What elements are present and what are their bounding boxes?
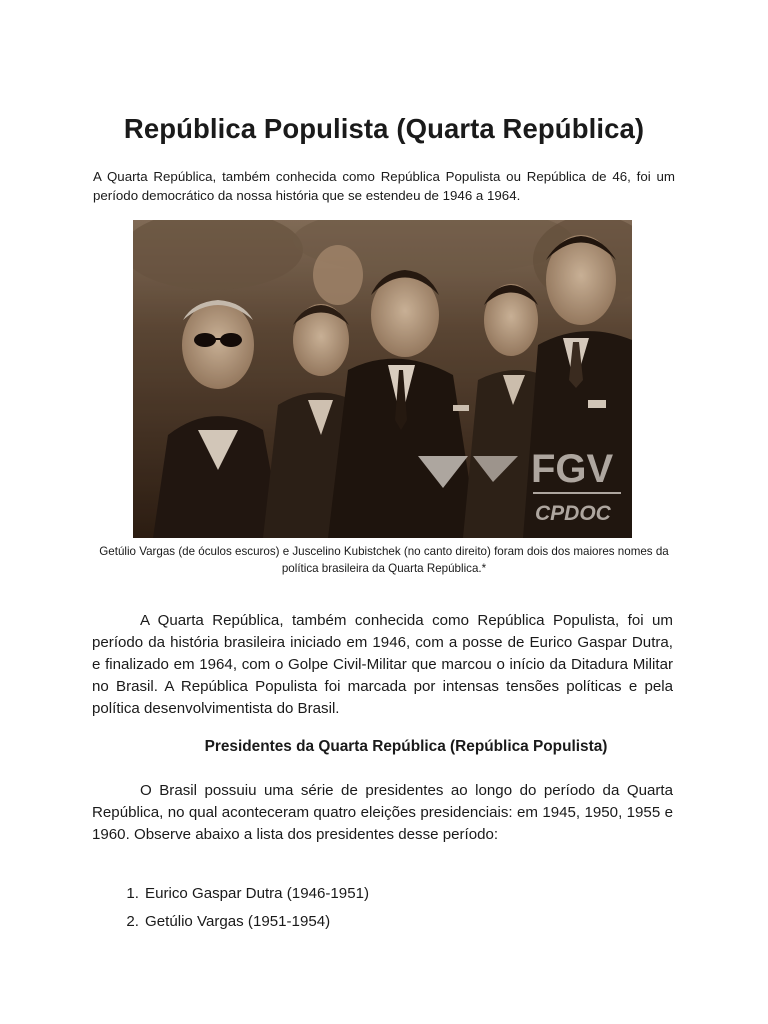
list-text: Eurico Gaspar Dutra (1946-1951) <box>145 885 370 902</box>
list-item <box>92 883 369 911</box>
intro-paragraph: A Quarta República, também conhecida como República Populista ou República de 46, foi um período democrático da nossa história que se estendeu de 1946 a 1964. <box>93 169 675 203</box>
presidents-list <box>92 883 369 939</box>
list-text: Getúlio Vargas (1951-1954) <box>145 913 331 930</box>
historical-photo <box>133 220 632 538</box>
list-number: 1. <box>126 885 139 902</box>
list-number: 2. <box>126 913 139 930</box>
list-item <box>92 911 369 939</box>
body-paragraph-2: O Brasil possuiu uma série de presidentes ao longo do período da Quarta República, no qual aconteceram quatro eleições presidenciais: em 1945, 1950, 1955 e 1960. Observe abaixo a lista dos presidentes desse período: <box>92 782 673 843</box>
body-paragraph-1: A Quarta República, também conhecida como República Populista, foi um período da história brasileira iniciado em 1946, com a posse de Eurico Gaspar Dutra, e finalizado em 1964, com o Golpe Civil-Militar que marcou o início da Ditadura Militar no Brasil. A República Populista foi marcada por intensas tensões políticas e pela política desenvolvimentista do Brasil. <box>92 612 673 717</box>
page-title: República Populista (Quarta República) <box>123 113 645 144</box>
photo-caption: Getúlio Vargas (de óculos escuros) e Juscelino Kubistchek (no canto direito) foram dois dos maiores nomes da política brasileira da Quarta República.* <box>99 545 669 575</box>
svg-text:FGV: FGV <box>531 447 614 491</box>
section-heading: Presidentes da Quarta República (República Populista) <box>204 738 608 755</box>
svg-text:CPDOC: CPDOC <box>535 502 611 525</box>
